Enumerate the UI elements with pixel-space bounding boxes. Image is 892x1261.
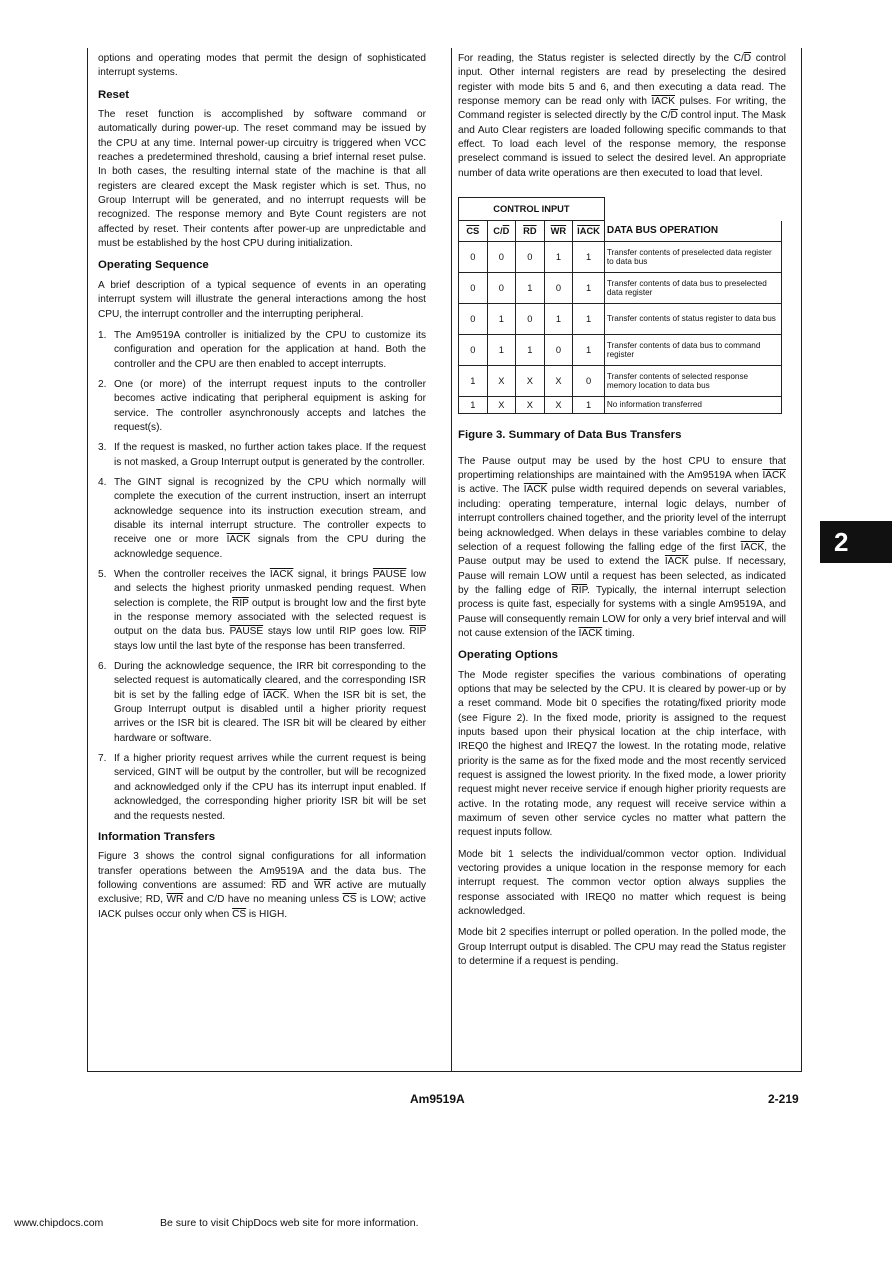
step-number: 2.: [98, 378, 107, 390]
cell-rd: X: [516, 397, 545, 414]
step-text: One (or more) of the interrupt request inputs to the controller becomes active indicating that peripheral equipment is asking for service. The controller asynchronously accepts and latches the request(s).: [114, 378, 426, 433]
step-text: signal, it brings: [293, 569, 373, 580]
text-run: is HIGH.: [246, 908, 288, 920]
step-number: 1.: [98, 329, 107, 341]
cell-cs: 1: [459, 366, 488, 397]
header-iack: [573, 221, 605, 242]
signal-name: IACK: [740, 541, 765, 553]
text-run: active are mutually exclusive; RD,: [98, 879, 426, 906]
signal-name: $\overline{RIP}$: [232, 597, 249, 609]
operating-options-paragraph-3: Mode bit 2 specifies interrupt or polled operation. In the polled mode, the Group Interrupt output is disabled. The CPU may read the Status register to determine if a request is pending.: [458, 927, 786, 968]
cell-cd: X: [487, 397, 516, 414]
signal-name: IACK: [269, 569, 294, 580]
text-run: pulses. For writing, the Command register is selected directly by the C/: [458, 96, 787, 122]
text-run: is active. The: [458, 484, 524, 496]
cell-operation: No information transferred: [604, 397, 781, 414]
pause-paragraph: [458, 455, 786, 641]
cell-wr: 0: [544, 273, 573, 304]
step-number: 6.: [98, 661, 107, 673]
cell-iack: 1: [573, 242, 605, 273]
table-header-row: [459, 198, 782, 221]
text-run: The Pause output may be used by the host CPU to ensure that propertiming relationships are maintained with the Am9519A when: [458, 455, 786, 482]
step-text: The GINT signal is recognized by the CPU which normally will complete the execution of the current instruction, insert an interrupt acknowledge sequence into its instruction execution stream, and disable its internal interrupt structure. The controller expects to receive one or more: [114, 476, 426, 546]
cell-wr: X: [544, 397, 573, 414]
step-number: 3.: [98, 442, 107, 454]
left-column: [98, 52, 426, 929]
information-transfers-paragraph: [98, 850, 426, 922]
intro-paragraph: options and operating modes that permit the design of sophisticated interrupt systems.: [98, 53, 426, 79]
sequence-step-7: [98, 752, 426, 824]
signal-name: $\overline{CS}$: [466, 225, 480, 236]
signal-name: $\overline{WR}$: [314, 879, 331, 891]
step-text: low and selects the highest priority unmasked pending request. When selection is complete, the: [114, 569, 427, 609]
signal-name: PAUSE: [372, 569, 407, 580]
signal-name: C/: [493, 225, 503, 236]
text-run: Figure 3 shows the control signal configurations for all information transfer operations between the Am9519A and the data bus. The following conventions are assumed:: [98, 851, 426, 891]
text-run: control input. Other internal registers are read by preselecting the desired register with mode bits 5 and 6, and then executing a data read. The response memory can be read only with: [458, 53, 786, 108]
table-signal-row: [459, 221, 782, 242]
cell-rd: 0: [516, 304, 545, 335]
step-text: If the request is masked, no further action takes place. If the request is not masked, a Group Interrupt output is generated by the controller.: [114, 442, 426, 468]
signal-name: $\overline{D}$: [743, 53, 752, 64]
column-divider: [451, 48, 452, 1071]
sequence-step-3: [98, 441, 426, 470]
footer-part-number: Am9519A: [410, 1092, 465, 1106]
cell-rd: 1: [516, 273, 545, 304]
cell-operation: Transfer contents of data bus to preselected data register: [604, 273, 781, 304]
signal-name: $\overline{D}$: [670, 110, 678, 122]
step-text: output is brought low and the first byte in the response memory associated with the selected request is output on the data bus.: [114, 597, 426, 638]
signal-name: $\overline{RIP}$: [571, 584, 588, 596]
table-spacer: [604, 198, 781, 221]
cell-rd: 1: [516, 335, 545, 366]
cell-rd: X: [516, 366, 545, 397]
cell-iack: 1: [573, 304, 605, 335]
cell-cd: 0: [487, 273, 516, 304]
signal-name: $\overline{WR}$: [166, 894, 184, 906]
signal-name: IACK: [578, 627, 603, 639]
sequence-step-1: [98, 329, 426, 372]
step-text: stays low until RIP goes low.: [263, 626, 410, 638]
read-write-paragraph: [458, 52, 786, 181]
control-input-header: CONTROL INPUT: [459, 198, 605, 221]
cell-cs: 0: [459, 304, 488, 335]
table-row: [459, 242, 782, 273]
text-run: is LOW; active IACK pulses occur only when: [98, 894, 427, 920]
text-run: For reading, the Status register is selected directly by the C/: [458, 53, 744, 64]
cell-cs: 0: [459, 242, 488, 273]
text-run: and: [286, 879, 315, 891]
header-wr: [544, 221, 573, 242]
header-rd: [516, 221, 545, 242]
cell-operation: Transfer contents of selected response memory location to data bus: [604, 366, 781, 397]
sequence-step-5: [98, 568, 426, 654]
footer-page-number: 2-219: [768, 1092, 799, 1106]
operating-sequence-heading: Operating Sequence: [98, 259, 209, 272]
cell-cd: 0: [487, 242, 516, 273]
header-cs: [459, 221, 488, 242]
cell-cd: X: [487, 366, 516, 397]
text-run: . Typically, the internal interrupt selection process is quite fast, especially for systems with a single Am9519A, and Pause will consequently remain LOW for only a very brief interval and will not cause extension of the: [458, 584, 786, 639]
text-run: , the Pause output may be used to extend the: [458, 541, 787, 568]
cell-wr: X: [544, 366, 573, 397]
signal-name: IACK: [262, 689, 287, 701]
right-column: [458, 52, 786, 976]
step-text: . When the ISR bit is set, the Group Interrupt output is disabled until a higher priority request arrives or the ISR bit is cleared. The ISR bit will be cleared by either hardware or software.: [114, 689, 426, 744]
cell-cd: 1: [487, 335, 516, 366]
signal-name: $\overline{RD}$: [271, 879, 287, 891]
text-run: timing.: [602, 627, 635, 639]
data-bus-transfer-table: [458, 197, 782, 414]
information-transfers-heading: Information Transfers: [98, 830, 216, 843]
reset-heading: Reset: [98, 88, 130, 101]
cell-iack: 1: [573, 397, 605, 414]
cell-cd: 1: [487, 304, 516, 335]
cell-operation: Transfer contents of data bus to command register: [604, 335, 781, 366]
header-cd: [487, 221, 516, 242]
step-text: The Am9519A controller is initialized by the CPU to customize its configuration and operation for the application at hand. Both the controller and the CPU are then enabled to accept interrupts.: [114, 329, 426, 370]
step-text: When the controller receives the: [114, 569, 270, 580]
signal-name: IACK: [762, 470, 786, 482]
cell-wr: 0: [544, 335, 573, 366]
signal-name: $\overline{CS}$: [232, 908, 247, 920]
sequence-step-2: [98, 378, 426, 435]
reset-paragraph: The reset function is accomplished by software command or automatically during power-up. The reset command may be issued by the CPU at any time. Internal power-up circuitry is triggered when VCC reaches a predetermined threshold, causing a brief internal reset pulse. In both cases, the resulting internal state of the machine is that all registers are cleared except the Mask register which is set. Thus, no Group Interrupt will be generated, and no interrupt requests will be recognized. The response memory and Byte Count registers are not affected by reset. Their contents after power-up are unpredictable and must be established by the host CPU during initialization.: [98, 109, 426, 250]
step-text: If a higher priority request arrives while the current request is being serviced, GINT will be output by the controller, but will be recognized and acknowledged only if the CPU has its interrupt input enabled. If acknowledged, the corresponding higher priority ISR bit will be set and the requests nested.: [114, 753, 426, 822]
sequence-step-4: [98, 476, 426, 562]
text-run: pulse. If necessary, Pause will remain LOW until a request has been selected, as indicated by the falling edge of: [458, 556, 787, 596]
sequence-steps: [98, 329, 426, 824]
signal-name: IACK: [523, 484, 548, 496]
operating-options-heading: Operating Options: [458, 649, 558, 662]
signal-name: $\overline{CS}$: [342, 894, 357, 906]
cell-operation: Transfer contents of preselected data register to data bus: [604, 242, 781, 273]
sequence-step-6: [98, 660, 426, 746]
table-row: [459, 335, 782, 366]
text-run: pulse width required depends on several variables, including: operating temperature, internal logic delays, number of interrupt controllers chained together, and the priority level of the interrupt being acknowledged. When delays in these variables combine to delay selection of a request following the falling edge of the first: [458, 484, 786, 553]
site-link[interactable]: www.chipdocs.com: [14, 1217, 104, 1229]
cell-cs: 1: [459, 397, 488, 414]
cell-iack: 1: [573, 273, 605, 304]
step-number: 5.: [98, 569, 107, 580]
operating-options-paragraph-2: Mode bit 1 selects the individual/common vector option. Individual vectoring provides a unique location in the response memory for each interrupt request. The common vector option always supplies the response associated with IREQ0 no matter which request is being acknowledged.: [458, 848, 786, 918]
table-row: [459, 397, 782, 414]
table-row: [459, 304, 782, 335]
cell-cs: 0: [459, 335, 488, 366]
signal-name: $\overline{RIP}$: [409, 626, 426, 638]
signal-name: $\overline{RD}$: [523, 225, 537, 236]
section-tab: 2: [820, 521, 892, 563]
data-bus-operation-header: DATA BUS OPERATION: [604, 221, 781, 242]
operating-options-paragraph-1: The Mode register specifies the various combinations of operating options that may be selected by the CPU. It is cleared by power-up or by a reset command. Mode bit 0 specifies the rotating/fixed priority mode (see Figure 2). In the fixed mode, priority is assigned to the request inputs based upon their physical location at the chip interface, with IREQ0 the highest and IREQ7 the lowest. In the rotating mode, relative priority is the same as for the fixed mode and the most recently serviced request is assigned the lowest priority. In the fixed mode, a lower priority request might never receive service if enough higher priority requests are active. In the rotating mode, any request will receive service within a maximum of seven other service cycles no matter what pattern the request inputs follow.: [458, 669, 786, 839]
step-text: During the acknowledge sequence, the IRR bit corresponding to the selected request is automatically cleared, and the corresponding ISR bit is set by the falling edge of: [114, 661, 426, 701]
cell-cs: 0: [459, 273, 488, 304]
cell-iack: 1: [573, 335, 605, 366]
signal-name: PAUSE: [229, 626, 264, 638]
operating-sequence-paragraph: A brief description of a typical sequence of events in an operating interrupt system will illustrate the general interactions among the host CPU, the interrupt controller and the interrupting peripheral.: [98, 279, 426, 320]
step-text: signals from the CPU during the acknowledge sequence.: [114, 534, 426, 560]
step-number: 4.: [98, 476, 107, 488]
signal-name: $\overline{D}$: [502, 225, 510, 236]
cell-wr: 1: [544, 242, 573, 273]
table-row: [459, 273, 782, 304]
signal-name: IACK: [577, 225, 600, 236]
text-run: and C/D have no meaning unless: [183, 894, 343, 906]
cell-rd: 0: [516, 242, 545, 273]
step-text: stays low until the last byte of the response has been transferred.: [114, 640, 406, 652]
figure-caption: Figure 3. Summary of Data Bus Transfers: [458, 429, 682, 442]
signal-name: IACK: [226, 534, 251, 546]
signal-name: $\overline{WR}$: [550, 225, 567, 236]
cell-wr: 1: [544, 304, 573, 335]
cell-operation: Transfer contents of status register to data bus: [604, 304, 781, 335]
signal-name: IACK: [664, 556, 689, 568]
signal-name: IACK: [651, 96, 675, 108]
step-number: 7.: [98, 753, 107, 765]
visit-notice: Be sure to visit ChipDocs web site for more information.: [160, 1217, 419, 1229]
cell-iack: 0: [573, 366, 605, 397]
text-run: control input. The Mask and Auto Clear registers are loaded following specific commands to that effect. To load each level of the response memory, the response preselect command is issued to select the desired level. An appropriate number of data write operations are then executed to load that level.: [458, 110, 786, 179]
table-row: [459, 366, 782, 397]
